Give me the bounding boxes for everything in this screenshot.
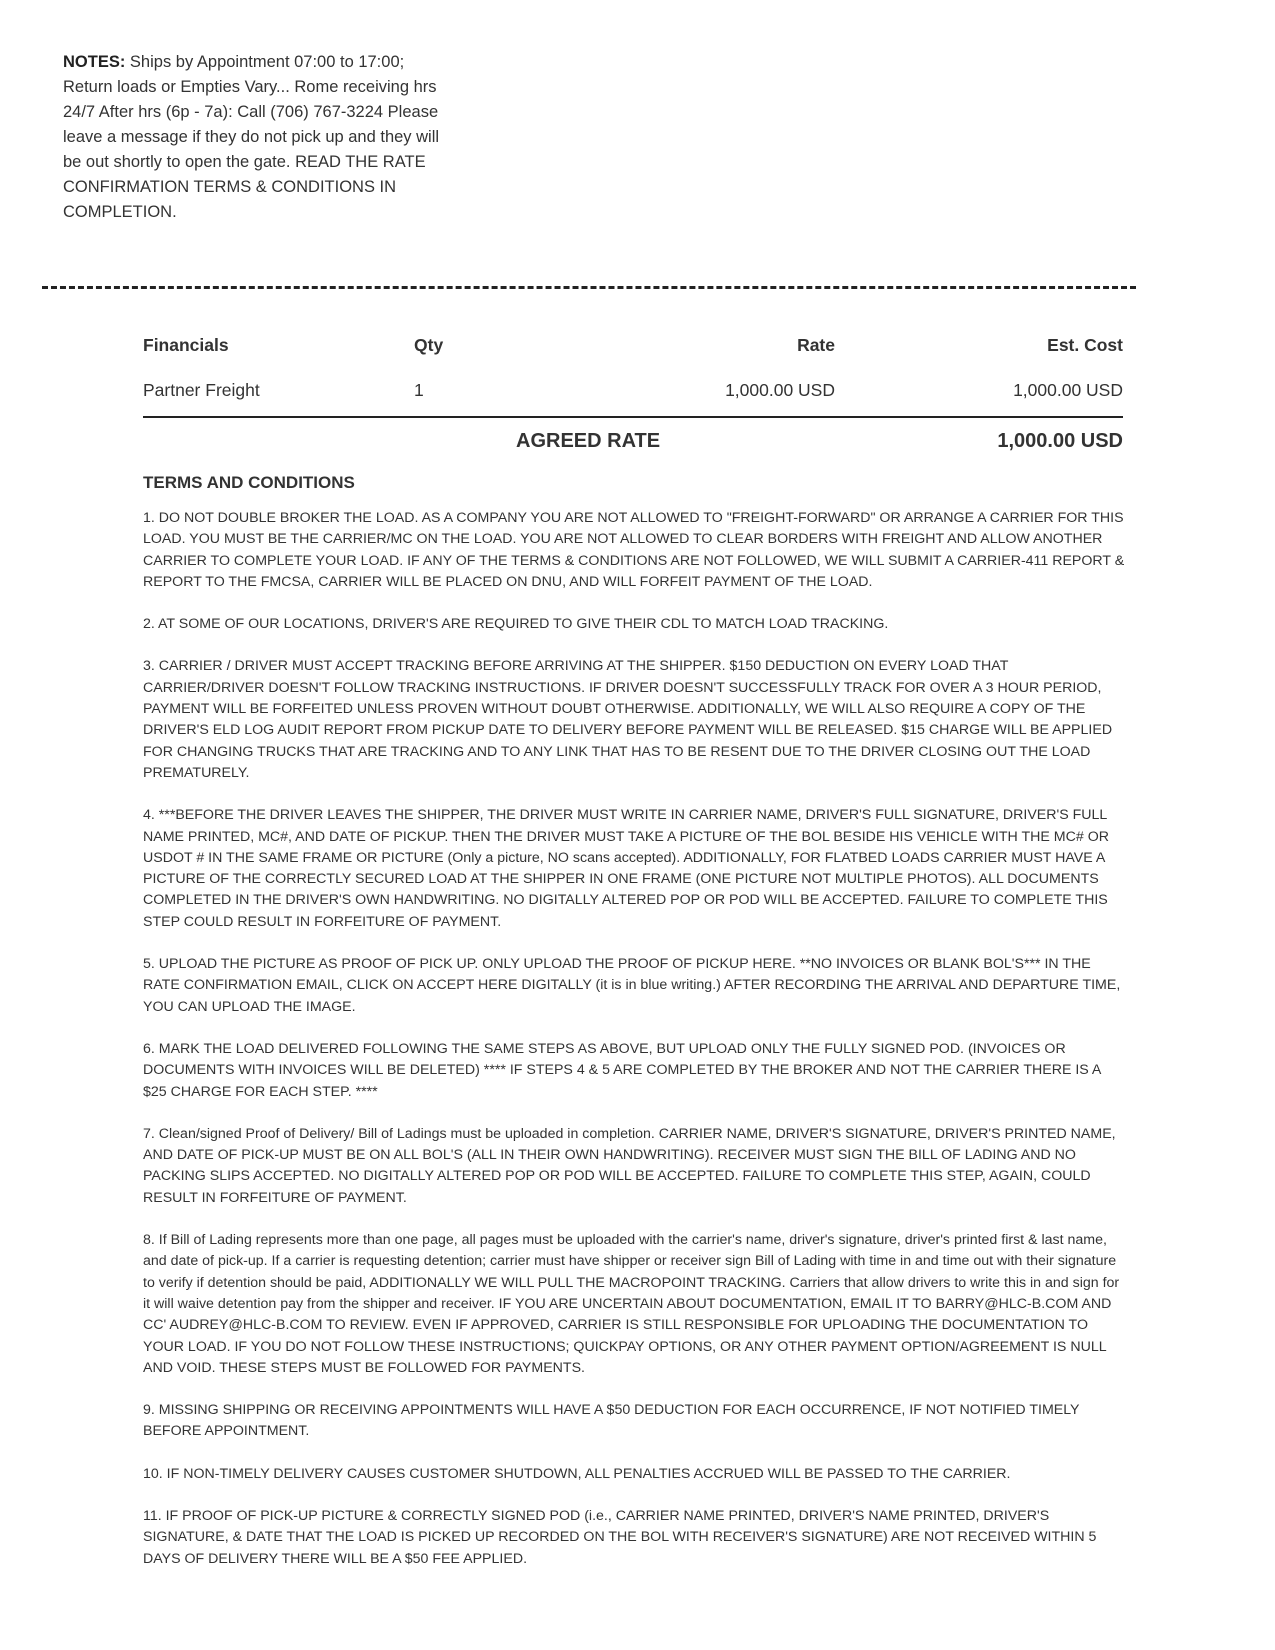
term-item: 3. CARRIER / DRIVER MUST ACCEPT TRACKING BEFORE ARRIVING AT THE SHIPPER. $150 DEDUCTION ON EVERY LOAD THAT CARRIER/DRIVER DOESN'T FOLLOW TRACKING INSTRUCTIONS. IF DRIVER DOESN'T SUCCESSFULLY TRACK FOR OVER A 3 HOUR PERIOD, PAYMENT WILL BE FORFEITED UNLESS PROVEN WITHOUT DOUBT OTHERWISE. ADDITIONALLY, WE WILL ALSO REQUIRE A COPY OF THE DRIVER'S ELD LOG AUDIT REPORT FROM PICKUP DATE TO DELIVERY BEFORE PAYMENT WILL BE RELEASED. $15 CHARGE WILL BE APPLIED FOR CHANGING TRUCKS THAT ARE TRACKING AND TO ANY LINK THAT HAS TO BE RESENT DUE TO THE DRIVER CLOSING OUT THE LOAD PREMATURELY.: [143, 658, 1113, 781]
row-item: Partner Freight: [143, 380, 260, 400]
terms-section: [143, 473, 1126, 1591]
agreed-rate-label: AGREED RATE: [516, 430, 661, 452]
row-qty: 1: [414, 380, 424, 400]
term-item: 4. ***BEFORE THE DRIVER LEAVES THE SHIPPER, THE DRIVER MUST WRITE IN CARRIER NAME, DRIVER'S FULL SIGNATURE, DRIVER'S FULL NAME PRINTED, MC#, AND DATE OF PICKUP. THEN THE DRIVER MUST TAKE A PICTURE OF THE BOL BESIDE HIS VEHICLE WITH THE MC# OR USDOT # IN THE SAME FRAME OR PICTURE (Only a picture, NO scans accepted). ADDITIONALLY, FOR FLATBED LOADS CARRIER MUST HAVE A PICTURE OF THE CORRECTLY SECURED LOAD AT THE SHIPPER IN ONE FRAME (ONE PICTURE NOT MULTIPLE PHOTOS). ALL DOCUMENTS COMPLETED IN THE DRIVER'S OWN HANDWRITING. NO DIGITALLY ALTERED POP OR POD WILL BE ACCEPTED. FAILURE TO COMPLETE THIS STEP COULD RESULT IN FORFEITURE OF PAYMENT.: [143, 807, 1109, 930]
header-financials: Financials: [143, 335, 229, 355]
header-rate: Rate: [797, 335, 835, 355]
agreed-rate-value: 1,000.00 USD: [997, 430, 1123, 452]
agreed-rate-row: [143, 430, 1123, 456]
dashed-divider: [42, 286, 1136, 289]
term-item: 11. IF PROOF OF PICK-UP PICTURE & CORRECTLY SIGNED POD (i.e., CARRIER NAME PRINTED, DRIVER'S NAME PRINTED, DRIVER'S SIGNATURE, & DATE THAT THE LOAD IS PICKED UP RECORDED ON THE BOL WITH RECEIVER'S SIGNATURE) ARE NOT RECEIVED WITHIN 5 DAYS OF DELIVERY THERE WILL BE A $50 FEE APPLIED.: [143, 1507, 1097, 1567]
total-rule: [143, 416, 1123, 418]
row-rate: 1,000.00 USD: [725, 380, 835, 400]
notes-block: [63, 50, 443, 225]
financials-table: [143, 335, 1123, 452]
terms-title: TERMS AND CONDITIONS: [143, 473, 355, 492]
term-item: 10. IF NON-TIMELY DELIVERY CAUSES CUSTOMER SHUTDOWN, ALL PENALTIES ACCRUED WILL BE PASSED TO THE CARRIER.: [143, 1465, 1011, 1482]
term-item: 1. DO NOT DOUBLE BROKER THE LOAD. AS A COMPANY YOU ARE NOT ALLOWED TO "FREIGHT-FORWARD" OR ARRANGE A CARRIER FOR THIS LOAD. YOU MUST BE THE CARRIER/MC ON THE LOAD. YOU ARE NOT ALLOWED TO CLEAR BORDERS WITH FREIGHT AND ALLOW ANOTHER CARRIER TO COMPLETE YOUR LOAD. IF ANY OF THE TERMS & CONDITIONS ARE NOT FOLLOWED, WE WILL SUBMIT A CARRIER-411 REPORT & REPORT TO THE FMCSA, CARRIER WILL BE PLACED ON DNU, AND WILL FORFEIT PAYMENT OF THE LOAD.: [143, 510, 1125, 590]
header-qty: Qty: [414, 335, 444, 355]
term-item: 8. If Bill of Lading represents more than one page, all pages must be uploaded with the carrier's name, driver's signature, driver's printed first & last name, and date of pick-up. If a carrier is requesting detention; carrier must have shipper or receiver sign Bill of Lading with time in and time out with their signature to verify if detention should be paid, ADDITIONALLY WE WILL PULL THE MACROPOINT TRACKING. Carriers that allow drivers to write this in and sign for it will waive detention pay from the shipper and receiver. IF YOU ARE UNCERTAIN ABOUT DOCUMENTATION, EMAIL IT TO BARRY@HLC-B.COM AND CC' AUDREY@HLC-B.COM TO REVIEW. EVEN IF APPROVED, CARRIER IS STILL RESPONSIBLE FOR UPLOADING THE DOCUMENTATION TO YOUR LOAD. IF YOU DO NOT FOLLOW THESE INSTRUCTIONS; QUICKPAY OPTIONS, OR ANY OTHER PAYMENT OPTION/AGREEMENT IS NULL AND VOID. THESE STEPS MUST BE FOLLOWED FOR PAYMENTS.: [143, 1232, 1120, 1376]
term-item: 7. Clean/signed Proof of Delivery/ Bill of Ladings must be uploaded in completion. CARRIER NAME, DRIVER'S SIGNATURE, DRIVER'S PRINTED NAME, AND DATE OF PICK-UP MUST BE ON ALL BOL'S (ALL IN THEIR OWN HANDWRITING). RECEIVER MUST SIGN THE BILL OF LADING AND NO PACKING SLIPS ACCEPTED. NO DIGITALLY ALTERED POP OR POD WILL BE ACCEPTED. FAILURE TO COMPLETE THIS STEP, AGAIN, COULD RESULT IN FORFEITURE OF PAYMENT.: [143, 1125, 1116, 1206]
notes-label: NOTES:: [63, 53, 126, 71]
term-item: 5. UPLOAD THE PICTURE AS PROOF OF PICK UP. ONLY UPLOAD THE PROOF OF PICKUP HERE. **NO INVOICES OR BLANK BOL'S*** IN THE RATE CONFIRMATION EMAIL, CLICK ON ACCEPT HERE DIGITALLY (it is in blue writing.) AFTER RECORDING THE ARRIVAL AND DEPARTURE TIME, YOU CAN UPLOAD THE IMAGE.: [143, 956, 1121, 1015]
term-item: 9. MISSING SHIPPING OR RECEIVING APPOINTMENTS WILL HAVE A $50 DEDUCTION FOR EACH OCCURRENCE, IF NOT NOTIFIED TIMELY BEFORE APPOINTMENT.: [143, 1402, 1080, 1440]
header-est-cost: Est. Cost: [1047, 335, 1123, 355]
notes-text: Ships by Appointment 07:00 to 17:00; Return loads or Empties Vary... Rome receiving hrs 24/7 After hrs (6p - 7a): Call (706) 767-3224 Please leave a message if they do not pick up and they will be out shortly to open the gate. READ THE RATE CONFIRMATION TERMS & CONDITIONS IN COMPLETION.: [63, 53, 440, 221]
row-est-cost: 1,000.00 USD: [1013, 380, 1123, 400]
table-row: [143, 380, 1123, 402]
term-item: 6. MARK THE LOAD DELIVERED FOLLOWING THE SAME STEPS AS ABOVE, BUT UPLOAD ONLY THE FULLY SIGNED POD. (INVOICES OR DOCUMENTS WITH INVOICES WILL BE DELETED) **** IF STEPS 4 & 5 ARE COMPLETED BY THE BROKER AND NOT THE CARRIER THERE IS A $25 CHARGE FOR EACH STEP. ****: [143, 1040, 1101, 1100]
financials-header-row: [143, 335, 1123, 357]
term-item: 2. AT SOME OF OUR LOCATIONS, DRIVER'S ARE REQUIRED TO GIVE THEIR CDL TO MATCH LOAD TRACKING.: [143, 616, 889, 633]
